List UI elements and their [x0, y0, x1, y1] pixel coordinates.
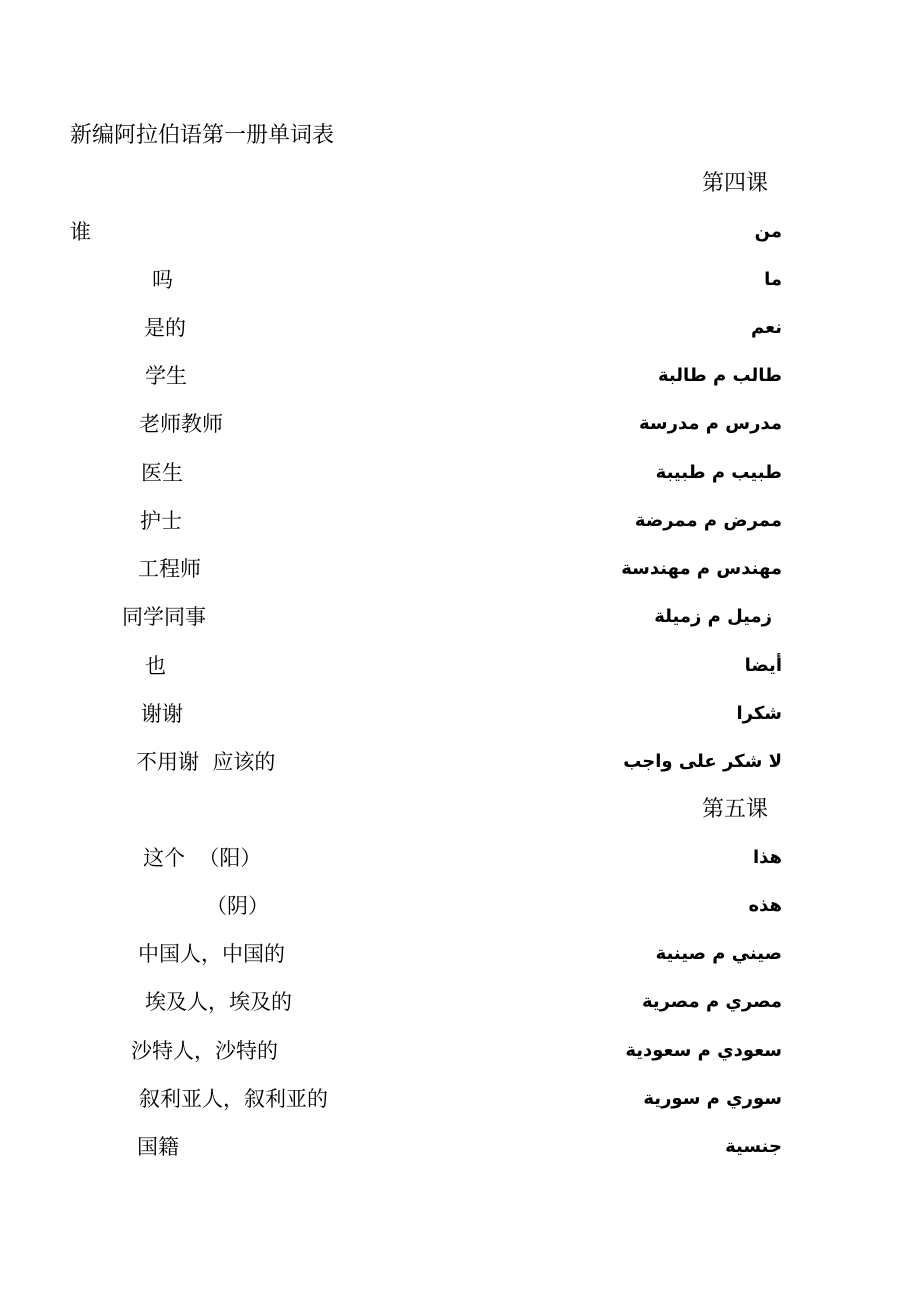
arabic-word: من — [754, 221, 782, 242]
chinese-meaning: 埃及人，埃及的 — [145, 990, 292, 1014]
chinese-meaning: 是的 — [144, 316, 186, 340]
arabic-word: هذا — [752, 847, 782, 868]
arabic-word: سعودي م سعودية — [625, 1040, 782, 1061]
arabic-word: مدرس م مدرسة — [639, 413, 782, 434]
chinese-meaning: 沙特人，沙特的 — [131, 1039, 278, 1063]
arabic-word: جنسية — [725, 1136, 782, 1157]
chinese-meaning: 护士 — [140, 509, 182, 533]
arabic-word: سوري م سورية — [643, 1088, 782, 1109]
lesson-heading: 第五课 — [701, 797, 768, 822]
arabic-word: أيضا — [744, 655, 782, 676]
arabic-word: شكرا — [736, 703, 782, 724]
arabic-word: ممرض م ممرضة — [634, 510, 782, 531]
arabic-word: طالب م طالبة — [658, 365, 782, 386]
arabic-word: نعم — [750, 317, 782, 338]
arabic-word: مهندس م مهندسة — [621, 558, 782, 579]
arabic-word: صيني م صينية — [655, 943, 782, 964]
chinese-meaning: 吗 — [152, 268, 173, 292]
arabic-word: طبيب م طبيبة — [655, 462, 782, 483]
arabic-word: مصري م مصرية — [641, 991, 782, 1012]
chinese-meaning: （阴） — [206, 894, 269, 918]
arabic-word: ما — [764, 269, 782, 290]
chinese-meaning: 叙利亚人，叙利亚的 — [139, 1087, 328, 1111]
arabic-word: هذه — [748, 895, 782, 916]
document-title: 新编阿拉伯语第一册单词表 — [70, 123, 335, 148]
chinese-meaning: 同学同事 — [122, 605, 206, 629]
chinese-meaning: 学生 — [145, 364, 187, 388]
lesson-heading: 第四课 — [701, 171, 768, 196]
chinese-meaning: 工程师 — [138, 557, 201, 581]
chinese-meaning: 医生 — [141, 461, 183, 485]
arabic-word: لا شكر على واجب — [623, 751, 782, 772]
chinese-meaning: 这个 （阳） — [143, 846, 262, 870]
chinese-meaning: 中国人，中国的 — [138, 942, 285, 966]
chinese-meaning: 老师教师 — [139, 412, 223, 436]
chinese-meaning: 谁 — [70, 220, 91, 244]
chinese-meaning: 不用谢 应该的 — [136, 750, 276, 774]
chinese-meaning: 国籍 — [137, 1135, 179, 1159]
chinese-meaning: 谢谢 — [141, 702, 183, 726]
arabic-word: زميل م زميلة — [654, 606, 772, 627]
chinese-meaning: 也 — [145, 654, 166, 678]
